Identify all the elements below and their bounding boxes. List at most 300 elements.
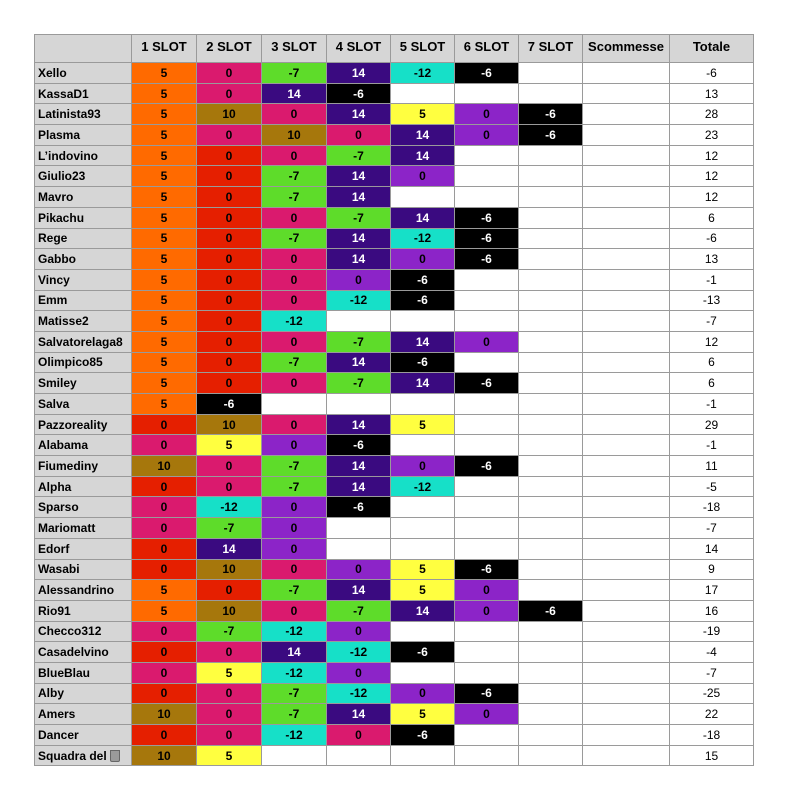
- table-row: [35, 725, 754, 746]
- slot-cell: 0: [391, 456, 455, 477]
- slot-cell: 5: [391, 104, 455, 125]
- slot-cell: 10: [262, 125, 327, 146]
- slot-cell: 0: [262, 559, 327, 580]
- table-row: [35, 352, 754, 373]
- player-name-label: Alpha: [38, 479, 72, 494]
- slot-cell: [391, 435, 455, 456]
- header-cell: [35, 35, 132, 63]
- bet-cell: [583, 352, 670, 373]
- slot-cell: [455, 725, 519, 746]
- player-name-label: Dancer: [38, 727, 79, 742]
- total-cell: 12: [670, 187, 754, 208]
- slot-cell: [327, 394, 391, 415]
- player-name: [35, 704, 132, 725]
- player-name-label: Wasabi: [38, 562, 80, 577]
- table-row: [35, 538, 754, 559]
- slot-cell: -7: [262, 187, 327, 208]
- slot-cell: -12: [197, 497, 262, 518]
- slot-cell: 0: [262, 145, 327, 166]
- player-name: [35, 104, 132, 125]
- slot-cell: 0: [262, 269, 327, 290]
- table-row: [35, 621, 754, 642]
- slot-cell: [455, 187, 519, 208]
- player-name: [35, 476, 132, 497]
- slot-cell: -6: [455, 559, 519, 580]
- slot-cell: [519, 228, 583, 249]
- slot-cell: [519, 290, 583, 311]
- slot-cell: 0: [327, 125, 391, 146]
- bet-cell: [583, 745, 670, 766]
- slot-cell: 0: [197, 373, 262, 394]
- slot-cell: -12: [262, 725, 327, 746]
- total-cell: -6: [670, 63, 754, 84]
- slot-cell: -7: [197, 518, 262, 539]
- player-name: [35, 725, 132, 746]
- slot-cell: 0: [197, 352, 262, 373]
- slot-cell: [391, 187, 455, 208]
- player-name-label: KassaD1: [38, 86, 89, 101]
- player-name-label: Emm: [38, 293, 68, 308]
- table-row: [35, 83, 754, 104]
- player-name-label: Latinista93: [38, 107, 101, 122]
- header-cell: 3 SLOT: [262, 35, 327, 63]
- player-name: [35, 538, 132, 559]
- total-cell: -4: [670, 642, 754, 663]
- table-row: [35, 63, 754, 84]
- bet-cell: [583, 249, 670, 270]
- slot-cell: 14: [391, 331, 455, 352]
- bet-cell: [583, 373, 670, 394]
- player-name-label: Mavro: [38, 189, 74, 204]
- slot-cell: 0: [197, 311, 262, 332]
- bet-cell: [583, 290, 670, 311]
- player-name-label: BlueBlau: [38, 665, 91, 680]
- slot-cell: [519, 352, 583, 373]
- slot-cell: 0: [262, 249, 327, 270]
- slot-cell: 5: [391, 559, 455, 580]
- slot-cell: 5: [132, 249, 197, 270]
- slot-cell: 14: [262, 83, 327, 104]
- slot-cell: -7: [327, 373, 391, 394]
- table-row: [35, 269, 754, 290]
- bet-cell: [583, 63, 670, 84]
- slot-cell: 5: [197, 662, 262, 683]
- bet-cell: [583, 476, 670, 497]
- slot-cell: 10: [132, 456, 197, 477]
- slot-cell: 0: [262, 331, 327, 352]
- table-row: [35, 311, 754, 332]
- slot-cell: 0: [197, 331, 262, 352]
- slot-cell: [455, 290, 519, 311]
- slot-cell: [262, 394, 327, 415]
- slot-cell: [327, 745, 391, 766]
- slot-cell: [519, 63, 583, 84]
- slot-cell: 0: [262, 538, 327, 559]
- slot-cell: [519, 725, 583, 746]
- slot-cell: [391, 662, 455, 683]
- slot-cell: [455, 145, 519, 166]
- slot-cell: [391, 497, 455, 518]
- slot-cell: [519, 580, 583, 601]
- player-name-label: Matisse2: [38, 314, 89, 329]
- slot-cell: [391, 518, 455, 539]
- slot-cell: [519, 559, 583, 580]
- slot-cell: 5: [132, 228, 197, 249]
- player-name-label: Sparso: [38, 500, 79, 515]
- slot-cell: 0: [197, 642, 262, 663]
- slot-cell: 5: [197, 745, 262, 766]
- slot-cell: 14: [327, 456, 391, 477]
- trash-icon: [110, 750, 120, 762]
- slot-cell: 5: [132, 125, 197, 146]
- slot-cell: 0: [455, 125, 519, 146]
- player-name: [35, 228, 132, 249]
- slot-cell: [455, 352, 519, 373]
- slot-cell: 0: [262, 600, 327, 621]
- slot-cell: -12: [391, 63, 455, 84]
- slot-cell: -12: [262, 621, 327, 642]
- slot-cell: 0: [197, 145, 262, 166]
- bet-cell: [583, 704, 670, 725]
- slot-cell: 0: [262, 518, 327, 539]
- slot-cell: [519, 621, 583, 642]
- slot-cell: -6: [327, 497, 391, 518]
- bet-cell: [583, 269, 670, 290]
- total-cell: 23: [670, 125, 754, 146]
- slot-cell: 0: [391, 683, 455, 704]
- slot-cell: 0: [327, 621, 391, 642]
- header-cell: 6 SLOT: [455, 35, 519, 63]
- bet-cell: [583, 104, 670, 125]
- slot-cell: 0: [197, 187, 262, 208]
- player-name: [35, 311, 132, 332]
- slot-cell: 5: [391, 414, 455, 435]
- player-name-label: Rege: [38, 231, 68, 246]
- slot-cell: [519, 518, 583, 539]
- player-name-label: Smiley: [38, 376, 77, 391]
- slot-cell: 0: [197, 207, 262, 228]
- slot-cell: 10: [197, 600, 262, 621]
- player-name: [35, 125, 132, 146]
- slot-cell: -7: [262, 580, 327, 601]
- slot-cell: [519, 83, 583, 104]
- bet-cell: [583, 600, 670, 621]
- slot-cell: [519, 207, 583, 228]
- slot-cell: -7: [262, 476, 327, 497]
- header-cell: 4 SLOT: [327, 35, 391, 63]
- slot-cell: -6: [327, 435, 391, 456]
- slot-cell: 5: [132, 63, 197, 84]
- slot-cell: 14: [391, 207, 455, 228]
- table-row: [35, 414, 754, 435]
- slot-cell: 0: [132, 642, 197, 663]
- player-name-label: Olimpico85: [38, 355, 103, 370]
- bet-cell: [583, 621, 670, 642]
- player-name-label: Edorf: [38, 541, 70, 556]
- bet-cell: [583, 125, 670, 146]
- player-name: [35, 642, 132, 663]
- total-cell: 13: [670, 83, 754, 104]
- bet-cell: [583, 435, 670, 456]
- bet-cell: [583, 662, 670, 683]
- slot-cell: [519, 145, 583, 166]
- slot-cell: [455, 642, 519, 663]
- table-row: [35, 145, 754, 166]
- slot-cell: 0: [262, 104, 327, 125]
- slot-cell: -6: [455, 683, 519, 704]
- slot-cell: [519, 662, 583, 683]
- slot-cell: 14: [327, 166, 391, 187]
- total-cell: -5: [670, 476, 754, 497]
- total-cell: 17: [670, 580, 754, 601]
- slot-cell: 5: [132, 145, 197, 166]
- slot-cell: [327, 538, 391, 559]
- slot-cell: [519, 497, 583, 518]
- slot-cell: -12: [391, 228, 455, 249]
- player-name: [35, 518, 132, 539]
- slot-cell: [455, 476, 519, 497]
- slot-cell: 0: [132, 662, 197, 683]
- slot-cell: 14: [327, 63, 391, 84]
- slot-cell: [455, 414, 519, 435]
- total-cell: -1: [670, 394, 754, 415]
- slot-cell: -7: [262, 228, 327, 249]
- slot-cell: 5: [132, 580, 197, 601]
- total-cell: 22: [670, 704, 754, 725]
- table-row: [35, 683, 754, 704]
- slot-cell: 0: [197, 83, 262, 104]
- slot-cell: -12: [391, 476, 455, 497]
- player-name: [35, 187, 132, 208]
- player-name: [35, 580, 132, 601]
- slot-cell: -6: [391, 269, 455, 290]
- slot-cell: 14: [327, 414, 391, 435]
- slot-cell: 0: [197, 725, 262, 746]
- player-name-label: Giulio23: [38, 169, 86, 184]
- total-cell: 14: [670, 538, 754, 559]
- slot-cell: 0: [197, 249, 262, 270]
- slot-cell: 10: [132, 704, 197, 725]
- total-cell: 9: [670, 559, 754, 580]
- slot-cell: 0: [197, 456, 262, 477]
- slot-cell: 14: [262, 642, 327, 663]
- slot-cell: [391, 394, 455, 415]
- slot-cell: [455, 166, 519, 187]
- bet-cell: [583, 456, 670, 477]
- slot-cell: 5: [132, 166, 197, 187]
- player-name: [35, 166, 132, 187]
- slot-cell: [519, 394, 583, 415]
- bet-cell: [583, 642, 670, 663]
- bet-cell: [583, 683, 670, 704]
- bet-cell: [583, 166, 670, 187]
- player-name: [35, 435, 132, 456]
- table-row: [35, 559, 754, 580]
- player-name: [35, 559, 132, 580]
- slot-cell: 0: [132, 725, 197, 746]
- slot-cell: [455, 435, 519, 456]
- slot-cell: 5: [132, 311, 197, 332]
- table-row: [35, 642, 754, 663]
- table-row: [35, 125, 754, 146]
- slot-cell: 0: [327, 662, 391, 683]
- table-row: [35, 166, 754, 187]
- slot-cell: -7: [327, 207, 391, 228]
- slot-cell: -12: [262, 311, 327, 332]
- player-name-label: Squadra del: [38, 748, 107, 763]
- bet-cell: [583, 228, 670, 249]
- slot-cell: 14: [391, 373, 455, 394]
- slot-cell: [327, 518, 391, 539]
- total-cell: 6: [670, 352, 754, 373]
- slot-cell: -12: [327, 683, 391, 704]
- slot-cell: 0: [197, 269, 262, 290]
- slot-cell: 14: [327, 249, 391, 270]
- bet-cell: [583, 187, 670, 208]
- slot-cell: [519, 269, 583, 290]
- player-name-label: Salvatorelaga8: [38, 334, 123, 349]
- table-body: [35, 63, 754, 766]
- bet-cell: [583, 83, 670, 104]
- slot-cell: -7: [262, 166, 327, 187]
- slot-cell: 0: [132, 414, 197, 435]
- slot-cell: 0: [262, 435, 327, 456]
- slot-cell: [519, 249, 583, 270]
- total-cell: -25: [670, 683, 754, 704]
- slot-cell: [455, 269, 519, 290]
- player-name: [35, 394, 132, 415]
- slot-cell: 0: [455, 104, 519, 125]
- player-name-label: Plasma: [38, 127, 81, 142]
- total-cell: 12: [670, 166, 754, 187]
- slot-cell: [519, 704, 583, 725]
- slot-cell: -7: [262, 63, 327, 84]
- slot-cell: 0: [455, 580, 519, 601]
- slot-cell: [455, 394, 519, 415]
- player-name: [35, 621, 132, 642]
- slot-cell: 0: [197, 290, 262, 311]
- player-name: [35, 745, 132, 766]
- bet-cell: [583, 414, 670, 435]
- slot-cell: [519, 187, 583, 208]
- player-name: [35, 373, 132, 394]
- slot-cell: 0: [197, 476, 262, 497]
- table-row: [35, 476, 754, 497]
- slot-cell: 0: [197, 228, 262, 249]
- slot-cell: [519, 745, 583, 766]
- slot-cell: -7: [327, 331, 391, 352]
- table-row: [35, 745, 754, 766]
- slot-cell: 0: [327, 559, 391, 580]
- slot-cell: -6: [455, 207, 519, 228]
- player-name: [35, 331, 132, 352]
- slot-cell: 14: [327, 580, 391, 601]
- slot-cell: [391, 745, 455, 766]
- total-cell: -13: [670, 290, 754, 311]
- slot-cell: -7: [262, 456, 327, 477]
- slot-cell: [519, 642, 583, 663]
- player-name: [35, 207, 132, 228]
- slot-cell: 0: [327, 725, 391, 746]
- bet-cell: [583, 311, 670, 332]
- player-name: [35, 63, 132, 84]
- slot-cell: [455, 745, 519, 766]
- slot-cell: 14: [391, 125, 455, 146]
- slot-cell: -6: [391, 352, 455, 373]
- header-cell: Scommesse: [583, 35, 670, 63]
- slot-cell: -6: [391, 642, 455, 663]
- slot-cell: [519, 414, 583, 435]
- table-row: [35, 104, 754, 125]
- slot-cell: 0: [327, 269, 391, 290]
- slot-cell: [519, 435, 583, 456]
- bet-cell: [583, 538, 670, 559]
- player-name-label: Mariomatt: [38, 520, 96, 535]
- slot-cell: 0: [132, 476, 197, 497]
- slot-cell: 5: [132, 373, 197, 394]
- player-name: [35, 456, 132, 477]
- slot-cell: 14: [327, 352, 391, 373]
- total-cell: -18: [670, 497, 754, 518]
- slot-cell: 14: [327, 476, 391, 497]
- slot-cell: 0: [132, 497, 197, 518]
- slot-cell: 5: [391, 580, 455, 601]
- header-cell: 5 SLOT: [391, 35, 455, 63]
- slot-cell: 14: [327, 187, 391, 208]
- total-cell: -18: [670, 725, 754, 746]
- total-cell: 13: [670, 249, 754, 270]
- total-cell: 11: [670, 456, 754, 477]
- slot-cell: [455, 662, 519, 683]
- slot-cell: 0: [132, 683, 197, 704]
- table-row: [35, 394, 754, 415]
- slot-cell: -6: [391, 725, 455, 746]
- player-name: [35, 145, 132, 166]
- table-row: [35, 331, 754, 352]
- slot-cell: -12: [327, 642, 391, 663]
- bet-cell: [583, 497, 670, 518]
- slot-cell: [455, 497, 519, 518]
- slot-cell: [455, 518, 519, 539]
- slot-cell: [519, 476, 583, 497]
- slot-cell: [519, 538, 583, 559]
- slot-cell: 0: [197, 166, 262, 187]
- slot-cell: [262, 745, 327, 766]
- slot-cell: [391, 538, 455, 559]
- slot-cell: 5: [132, 290, 197, 311]
- total-cell: -1: [670, 269, 754, 290]
- player-name-label: Vincy: [38, 272, 70, 287]
- slot-cell: 14: [327, 704, 391, 725]
- slot-cell: [391, 83, 455, 104]
- slot-cell: -7: [262, 352, 327, 373]
- slot-cell: 5: [132, 207, 197, 228]
- slot-cell: 0: [197, 704, 262, 725]
- slot-cell: 0: [132, 518, 197, 539]
- slot-cell: -6: [519, 600, 583, 621]
- table-row: [35, 456, 754, 477]
- player-name: [35, 414, 132, 435]
- player-name: [35, 600, 132, 621]
- slot-cell: 5: [132, 600, 197, 621]
- slot-cell: 0: [197, 125, 262, 146]
- slot-cell: -7: [197, 621, 262, 642]
- player-name: [35, 352, 132, 373]
- player-name: [35, 662, 132, 683]
- table-row: [35, 518, 754, 539]
- total-cell: -6: [670, 228, 754, 249]
- slot-cell: [519, 683, 583, 704]
